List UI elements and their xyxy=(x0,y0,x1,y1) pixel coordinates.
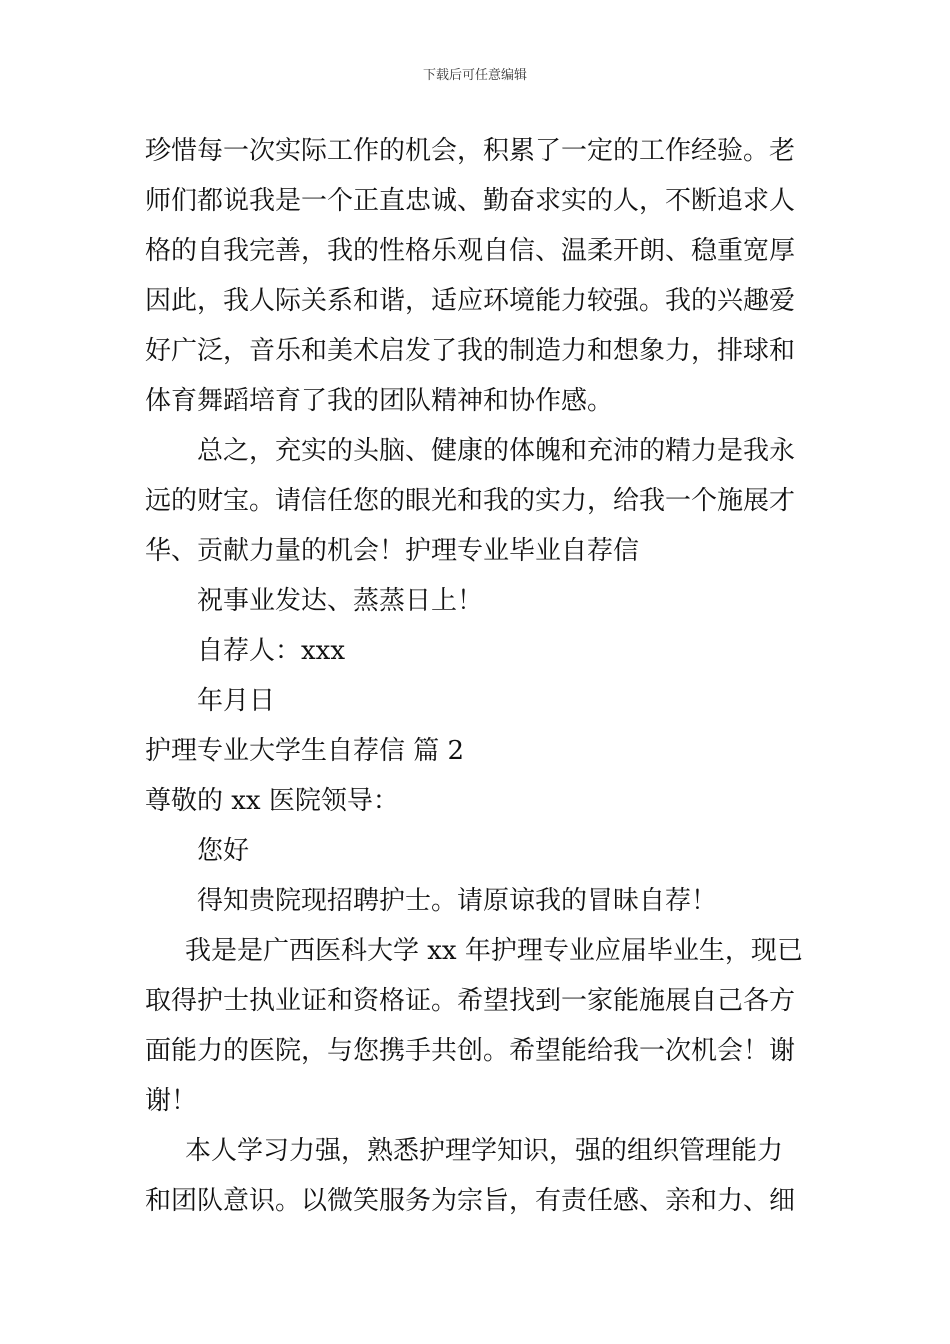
text-line: 和团队意识。以微笑服务为宗旨，有责任感、亲和力、细 xyxy=(145,1186,796,1216)
section-title: 护理专业大学生自荐信 篇 2 xyxy=(145,736,465,766)
text-line: 珍惜每一次实际工作的机会，积累了一定的工作经验。老 xyxy=(145,136,796,166)
text-line: 自荐人：xxx xyxy=(197,636,345,666)
text-line: 年月日 xyxy=(197,686,276,716)
text-line: 格的自我完善，我的性格乐观自信、温柔开朗、稳重宽厚 xyxy=(145,236,796,266)
text-line: 总之，充实的头脑、健康的体魄和充沛的精力是我永 xyxy=(197,436,796,466)
text-line: 华、贡献力量的机会！护理专业毕业自荐信 xyxy=(145,536,640,566)
text-line: 好广泛，音乐和美术启发了我的制造力和想象力，排球和 xyxy=(145,336,796,366)
page-header-note: 下载后可任意编辑 xyxy=(422,68,527,83)
text-line: 您好 xyxy=(197,836,250,866)
salutation: 尊敬的 xx 医院领导： xyxy=(145,786,399,816)
text-line: 远的财宝。请信任您的眼光和我的实力，给我一个施展才 xyxy=(145,486,796,516)
text-line: 体育舞蹈培育了我的团队精神和协作感。 xyxy=(145,386,614,416)
text-line: 因此，我人际关系和谐，适应环境能力较强。我的兴趣爱 xyxy=(145,286,796,316)
text-line: 师们都说我是一个正直忠诚、勤奋求实的人，不断追求人 xyxy=(145,186,796,216)
text-line: 面能力的医院，与您携手共创。希望能给我一次机会！谢 xyxy=(145,1036,796,1066)
text-line: 得知贵院现招聘护士。请原谅我的冒昧自荐！ xyxy=(197,886,718,916)
text-line: 祝事业发达、蒸蒸日上！ xyxy=(197,586,484,616)
text-line: 取得护士执业证和资格证。希望找到一家能施展自己各方 xyxy=(145,986,796,1016)
text-line: 本人学习力强，熟悉护理学知识，强的组织管理能力 xyxy=(185,1136,784,1166)
document-body xyxy=(145,126,810,1226)
text-line: 谢！ xyxy=(145,1086,198,1116)
text-line: 我是是广西医科大学 xx 年护理专业应届毕业生，现已 xyxy=(185,936,803,966)
